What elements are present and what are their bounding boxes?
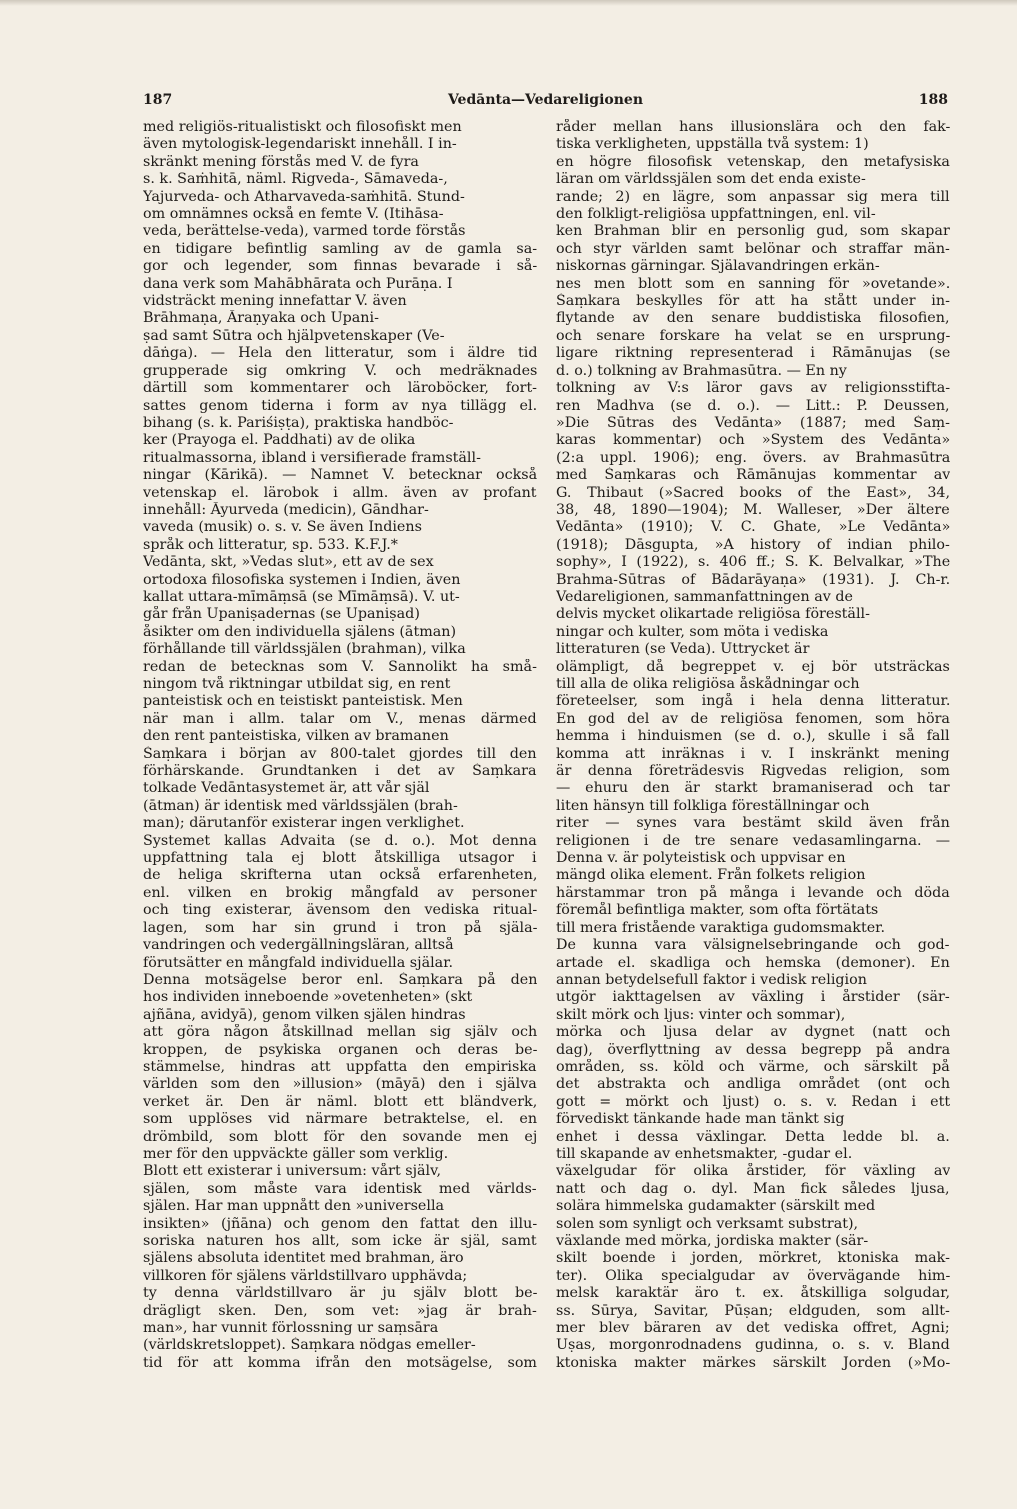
text-line: ritualmassorna, ibland i versifierade framställ- [143,449,481,466]
text-line: insikten» (jñāna) och genom den fattat den illu- [143,1215,537,1232]
text-line: de heliga skrifterna utan också erfarenheten, [143,867,537,884]
text-line: är denna företrädesvis Rigvedas religion, som [556,763,950,780]
text-line: d. o.) tolkning av Brahmasūtra. — En ny [556,362,847,379]
text-line: 38, 48, 1890—1904); M. Walleser, »Der ältere [556,501,950,518]
text-line: ningar (Kārikā). — Namnet V. betecknar också [143,467,537,484]
text-line: sattes genom tiderna i form av nya tillägg el. [143,397,537,414]
text-line: hemma i hinduismen (se d. o.), skulle i så fall [556,728,950,745]
text-line: åsikter om den individuella själens (ātman) [143,623,457,640]
text-line: Vedānta, skt, »Vedas slut», ett av de sex [143,554,434,571]
text-line: ortodoxa filosofiska systemen i Indien, även [143,571,461,588]
text-line: skränkt mening förstås med V. de fyra [143,153,419,170]
text-line: — ehuru den är starkt bramaniserad och tar [556,780,950,797]
text-line: råder mellan hans illusionslära och den fak- [556,119,950,135]
text-line: med religiös-ritualistiskt och filosofiskt men [143,119,462,135]
text-line: karas kommentar) och »System des Vedānta» [556,432,950,449]
text-line: redan de betecknas som V. Sannolikt ha små- [143,658,537,675]
text-line: mer blev bäraren av det vediska offret, Agni; [556,1320,950,1337]
text-line: (1918); Dāsgupta, »A history of indian philo- [556,536,950,553]
text-line: innehåll: Āyurveda (medicin), Gāndhar- [143,501,429,518]
text-line: komma att inräknas i v. I inskränkt mening [556,745,950,762]
text-line: vetenskap el. lärobok i allm. även av profant [143,484,537,501]
text-line: bihang (s. k. Pariśiṣṭa), praktiska handböc- [143,414,454,431]
text-line: områden, ss. köld och värme, och särskilt på [556,1058,950,1075]
text-line: lagen, som har sin grund i tron på själa- [143,919,537,936]
text-line: stämmelse, hindras att uppfatta den empiriska [143,1058,537,1075]
page-number-right: 188 [918,92,948,108]
text-line: själens absoluta identitet med brahman, äro [143,1250,464,1267]
text-line: språk och litteratur, sp. 533. K.F.J.* [143,536,398,553]
text-line: Yajurveda- och Atharvaveda-saṁhitā. Stund- [143,188,465,205]
text-line: man); därutanför existerar ingen verklighet. [143,815,465,832]
text-line: grupperade sig omkring V. och medräknades [143,362,537,379]
text-line: verket är. Den är näml. blott ett bländverk, [143,1093,537,1110]
text-line: artade el. skadliga och hemska (demoner). En [556,954,950,971]
text-line: drömbild, som blott för den sovande men ej [143,1128,537,1145]
text-line: förhärskande. Grundtanken i det av Śaṃkara [143,763,537,780]
text-line: förutsätter en mångfald individuella själar. [143,954,454,971]
text-line: (2:a uppl. 1906); eng. övers. av Brahmasūtra [556,449,950,466]
right-column [556,119,950,1404]
text-line: Blott ett existerar i universum: vårt själv, [143,1163,442,1180]
text-line: mängd olika element. Från folkets religion [556,867,866,884]
text-line: den rent panteistiska, vilken av bramanen [143,728,449,745]
text-line: uppfattning tala ej blott åtskilliga utsagor i [143,850,537,867]
text-line: förvediskt tänkande hade man tänkt sig [556,1111,845,1128]
text-line: tolkade Vedāntasystemet är, att vår själ [143,780,430,797]
text-line: tid för att komma ifrån den motsägelse, som [143,1354,537,1371]
text-line: läran om världssjälen som det enda existe- [556,171,866,188]
text-line: ken Brahman blir en personlig gud, som skapar [556,223,950,240]
text-line: ajñāna, avidyā), genom vilken själen hindras [143,1006,466,1023]
text-line: Systemet kallas Advaita (se d. o.). Mot denna [143,832,537,849]
text-line: ty denna världstillvaro är ju själv blott be- [143,1285,537,1302]
text-line: kallat uttara-mīmāṃsā (se Mīmāṃsā). V. ut- [143,588,460,605]
text-line: hos individen inneboende »ovetenheten» (skt [143,989,473,1006]
text-line: förhållande till världssjälen (brahman), vilka [143,641,466,658]
text-line: soriska naturen hos allt, som icke är själ, samt [143,1233,537,1249]
text-line: Śaṃkara beskylles för att ha stått under in- [556,293,950,310]
text-line: panteistisk och en teistiskt panteistisk. Men [143,693,463,710]
text-line: nes men blott som en sanning för »ovetande». [556,275,950,292]
text-line: gott = mörkt och ljust) o. s. v. Redan i ett [556,1093,950,1110]
running-title: Vedānta—Vedareligionen [447,92,644,108]
text-line: sophy», I (1922), s. 406 ff.; S. K. Belvalkar, »The [556,554,950,571]
left-column [143,119,537,1404]
text-line: veda, berättelse-veda), varmed torde förstås [143,223,466,240]
text-line: ss. Sūrya, Savitar, Pūṣan; eldguden, som allt- [556,1302,950,1319]
text-line: härstammar tron på många i levande och döda [556,884,950,901]
text-line: till alla de olika religiösa åskådningar och [556,676,860,692]
text-line: Denna motsägelse beror enl. Śaṃkara på den [143,971,537,988]
text-line: och styr världen samt belönar och straffar män- [556,240,950,257]
text-line: även mytologisk-legendariskt innehåll. I in- [143,136,457,153]
text-line: villkoren för själens världstillvaro upphävda; [143,1267,468,1284]
text-line: vidsträckt mening innefattar V. även [143,293,407,310]
text-line: drägligt sken. Den, som vet: »jag är brah- [143,1302,537,1319]
text-line: den folkligt-religiösa uppfattningen, enl. vil- [556,206,876,223]
text-line: föremål befintliga makter, som ofta förtätats [556,902,879,919]
text-line: ligare riktning representerad i Rāmānujas (se [556,345,950,362]
text-line: skilt boende i jorden, mörkret, ktoniska mak- [556,1250,950,1267]
text-line: med Śaṃkaras och Rāmānujas kommentar av [556,467,950,484]
text-line: »Die Sūtras des Vedānta» (1887; med Śaṃ- [556,414,950,431]
text-line: dag), överflyttning av dessa begrepp på andra [556,1041,950,1058]
text-line: om omnämnes också en femte V. (Itihāsa- [143,206,444,223]
text-line: mer för den uppväckte gäller som verklig. [143,1145,449,1162]
text-line: när man i allm. talar om V., menas därmed [143,710,537,727]
text-line: ningom två riktningar utbildat sig, en rent [143,676,451,692]
text-line: dāṅga). — Hela den litteratur, som i äldre tid [143,345,537,362]
text-line: mörka och ljusa delar av dygnet (natt och [556,1024,950,1041]
text-line: Śaṃkara i början av 800-talet gjordes till den [143,745,537,762]
text-line: ktoniska makter märkes särskilt Jorden (»Mo- [556,1354,950,1371]
text-line: delvis mycket olikartade religiösa föreställ- [556,606,870,623]
text-line: (världskretsloppet). Śaṃkara nödgas emeller- [143,1337,476,1354]
text-line: världen som den »illusion» (māyā) den i själva [143,1076,537,1093]
text-line: rande; 2) en lägre, som anpassar sig mera till [556,188,950,205]
text-line: och senare forskare ha velat se en ursprung- [556,327,950,344]
page-header [143,92,948,114]
text-line: gor och legender, som finnas bevarade i så- [143,258,537,275]
text-line: liten hänsyn till folkliga föreställningar och [556,797,870,814]
text-line: ren Madhva (se d. o.). — Litt.: P. Deussen, [556,397,950,414]
text-line: vaveda (musik) o. s. v. Se även Indiens [143,519,422,536]
text-line: som upplöses vid närmare betraktelse, el. en [143,1111,537,1128]
text-line: Uṣas, morgonrodnadens gudinna, o. s. v. Bland [556,1337,950,1354]
text-line: niskornas gärningar. Själavandringen erkän- [556,258,880,275]
text-line: flytande av den senare buddistiska filosofien, [556,310,950,327]
text-line: vandringen och vedergällningsläran, alltså [143,937,454,954]
text-line: enl. vilken en brokig mångfald av personer [143,884,537,901]
text-line: tiska verkligheten, uppställa två system: 1) [556,136,869,153]
text-line: solära himmelska gudamakter (särskilt med [556,1198,876,1215]
text-line: Brahma-Sūtras of Bādarāyaṇa» (1931). J. Ch-r. [556,571,950,588]
text-line: Vedānta» (1910); V. C. Ghate, »Le Vedānta» [556,519,950,536]
text-line: dana verk som Mahābhārata och Purāṇa. I [143,275,453,292]
text-line: litteraturen (se Veda). Uttrycket är [556,641,810,658]
text-line: ker (Prayoga el. Paddhati) av de olika [143,432,416,449]
text-line: G. Thibaut (»Sacred books of the East», 34, [556,484,950,501]
text-line: det abstrakta och andliga området (ont och [556,1076,950,1093]
text-line: skilt mörk och ljus: vinter och sommar), [556,1006,846,1023]
text-line: man», har vunnit förlossning ur saṃsāra [143,1320,439,1337]
text-line: utgör iakttagelsen av växling i årstider (sär- [556,989,950,1006]
text-line: solen som synligt och verksamt substrat), [556,1215,859,1232]
text-line: därtill som kommentarer och läroböcker, fort- [143,380,537,397]
text-line: en tidigare befintlig samling av de gamla sa- [143,240,537,257]
text-line: s. k. Saṁhitā, näml. Rigveda-, Sāmaveda-, [143,171,448,188]
text-line: annan betydelsefull faktor i vedisk religion [556,971,867,988]
text-line: själen. Har man uppnått den »universella [143,1198,445,1215]
text-line: ter). Olika specialgudar av övervägande him- [556,1267,950,1284]
text-line: religionen i de tre senare vedasamlingarna. — [556,832,950,849]
text-line: själen, som måste vara identisk med världs- [143,1180,537,1197]
text-line: riter — synes vara bestämt skild även från [556,815,950,832]
text-line: Vedareligionen, sammanfattningen av de [556,588,854,605]
text-line: enhet i dessa växlingar. Detta ledde bl. a. [556,1128,950,1145]
text-line: växlande med mörka, jordiska makter (sär- [556,1233,869,1249]
text-line: ṣad samt Sūtra och hjälpvetenskaper (Ve- [143,327,445,344]
text-line: går från Upaniṣadernas (se Upaniṣad) [143,606,420,623]
text-line: ningar och kulter, som möta i vediska [556,623,829,640]
text-line: växelgudar för olika årstider, för växling av [556,1163,950,1180]
text-line: till skapande av enhetsmakter, -gudar el. [556,1145,853,1162]
text-line: och ting existerar, ävensom den vediska ritual- [143,902,537,919]
text-line: företeelser, som ingå i hela denna litteratur. [556,693,950,710]
text-line: olämpligt, då begreppet v. ej bör utsträckas [556,658,950,675]
text-line: Denna v. är polyteistisk och uppvisar en [556,850,846,867]
text-line: kroppen, de psykiska organen och deras be- [143,1041,537,1058]
text-line: En god del av de religiösa fenomen, som höra [556,710,950,727]
text-line: De kunna vara välsignelsebringande och god- [556,937,950,954]
text-line: (ātman) är identisk med världssjälen (brah- [143,797,458,814]
scan-edge [0,0,1017,6]
text-line: en högre filosofisk vetenskap, den metafysiska [556,153,950,170]
text-line: Brāhmaṇa, Āraṇyaka och Upani- [143,310,379,327]
text-line: natt och dag o. dyl. Man fick således ljusa, [556,1180,950,1197]
page-number-left: 187 [143,92,173,108]
text-line: tolkning av V:s läror gavs av religionsstifta- [556,380,950,397]
text-line: till mera fristående varaktiga gudomsmakter. [556,919,885,936]
text-line: melsk karaktär äro t. ex. åtskilliga solgudar, [556,1285,950,1302]
text-line: att göra någon åtskillnad mellan sig själv och [143,1024,537,1041]
